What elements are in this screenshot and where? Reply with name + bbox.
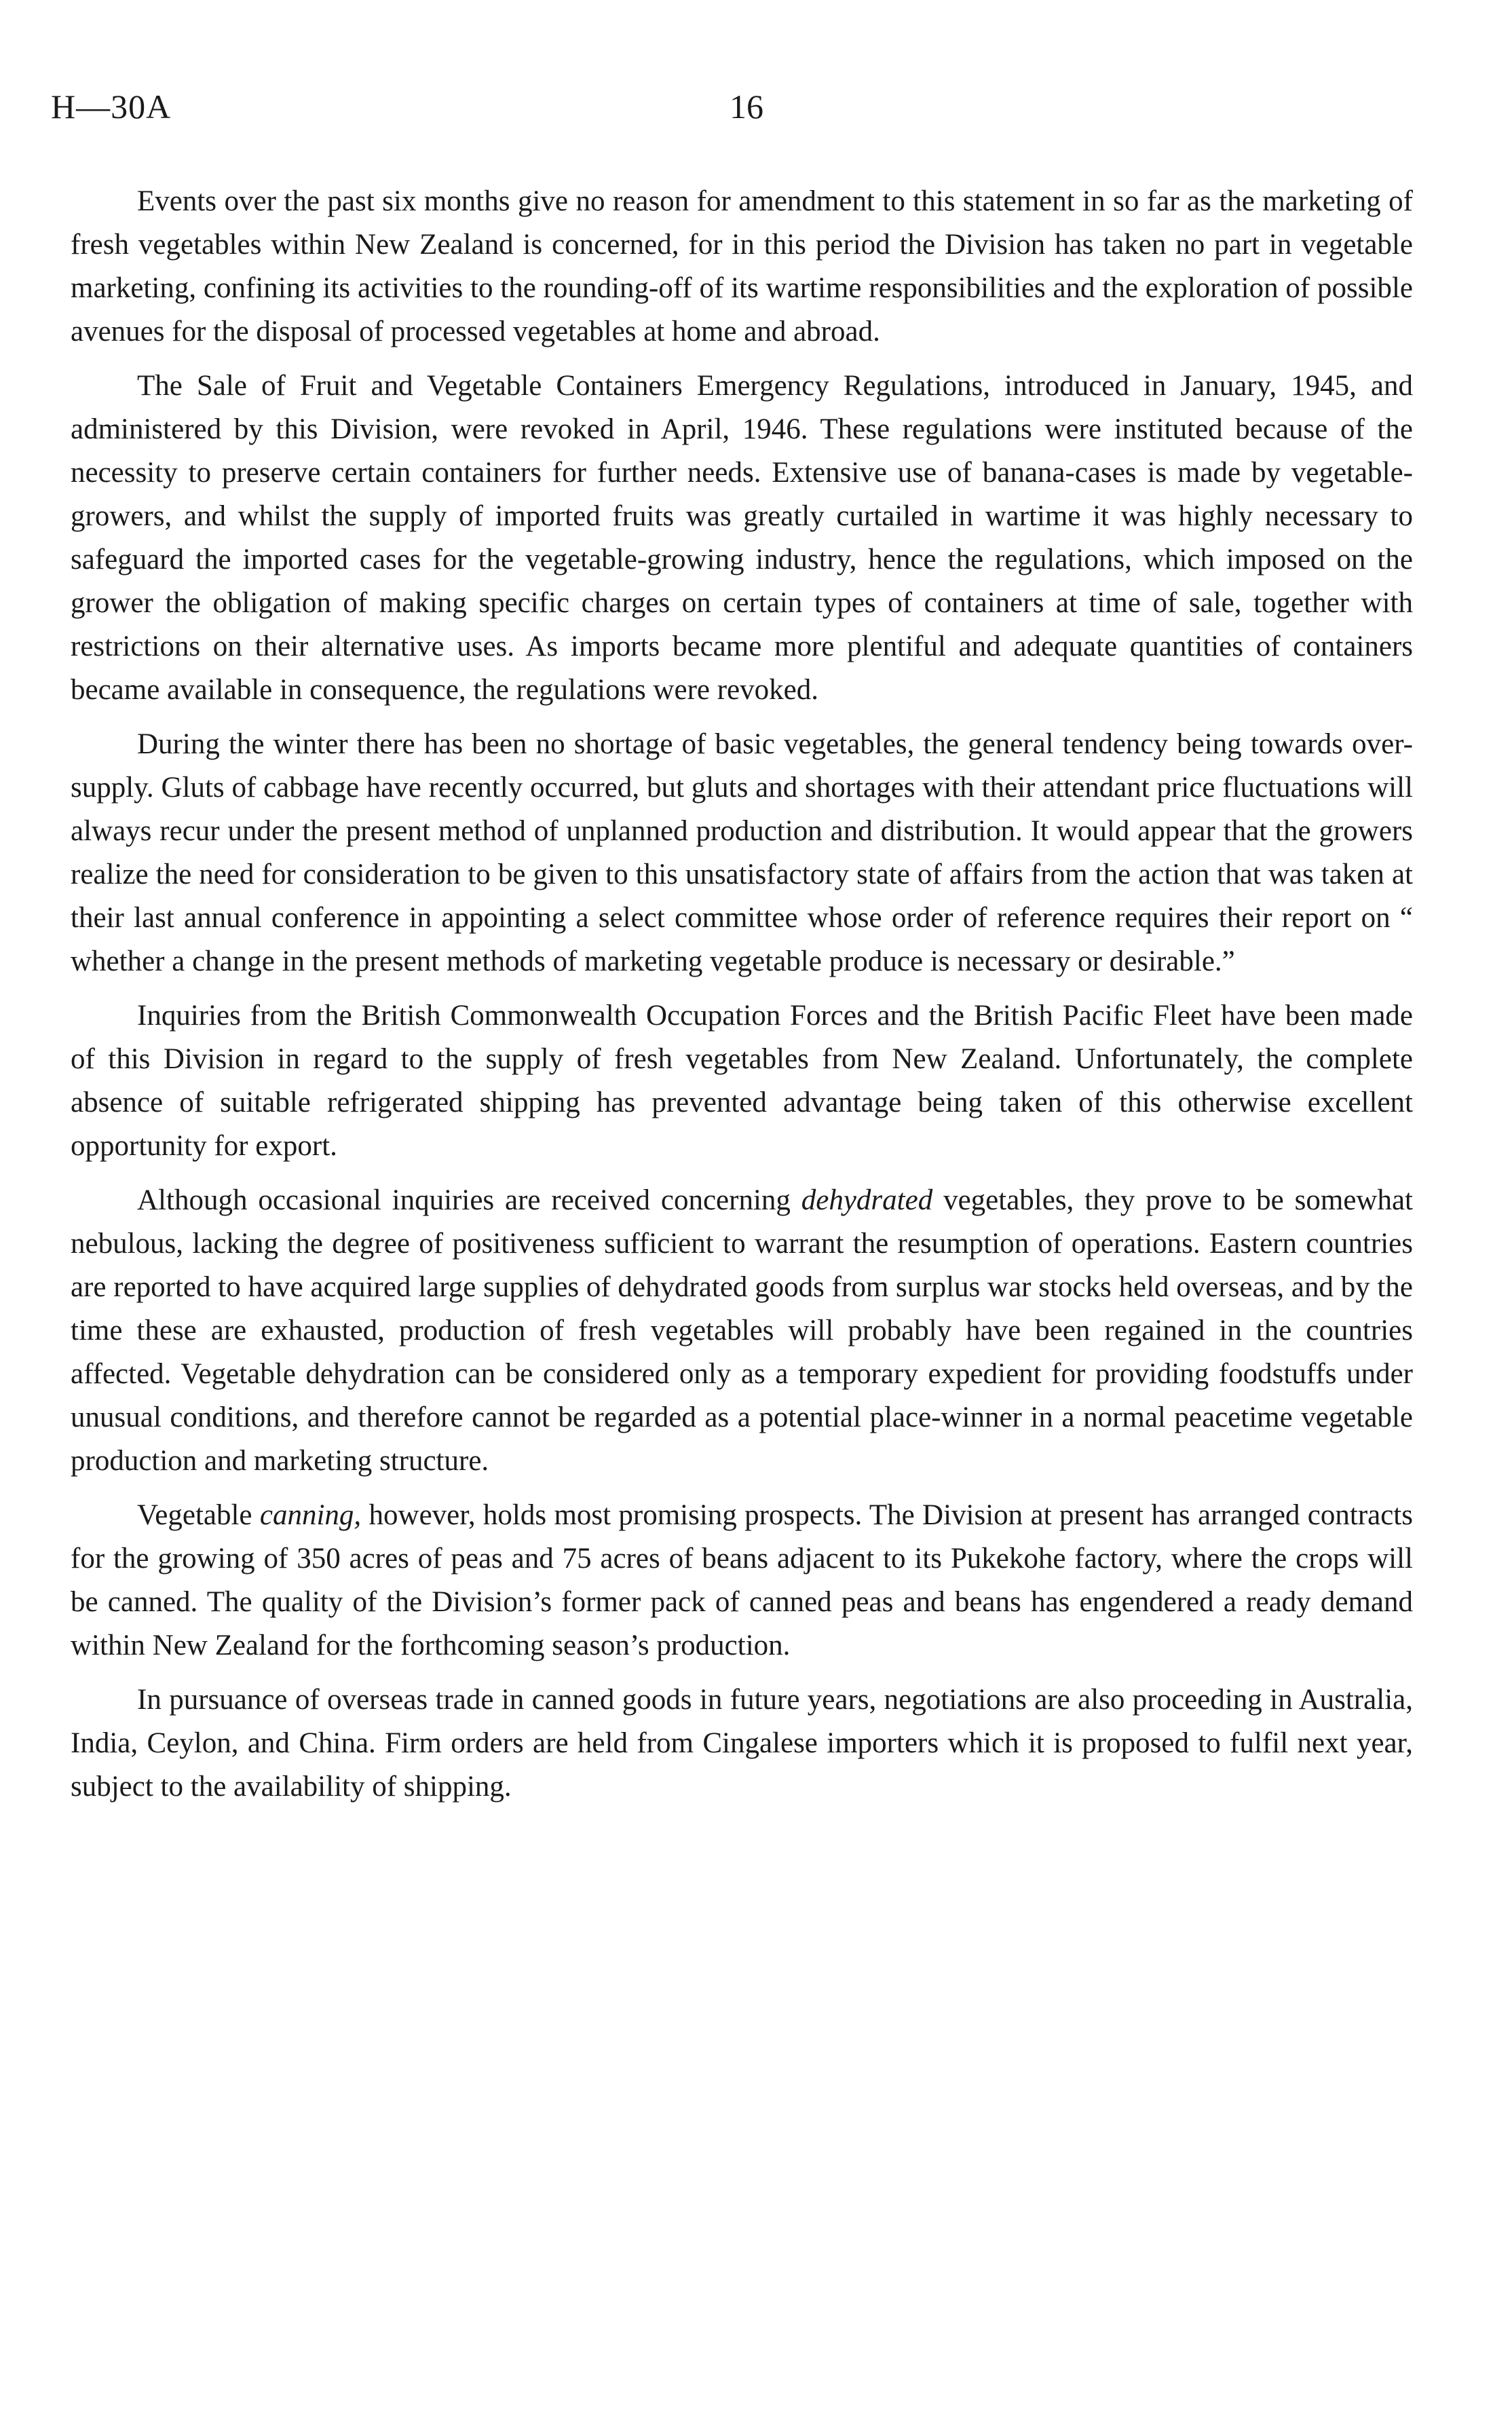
- body-text: [71, 180, 1413, 1820]
- paragraph-winter-supply: During the winter there has been no shortage of basic vegetables, the general tendency being towards over-supply. Gluts of cabbage have recently occurred, but gluts and shortages with their attendant price fluctuations will always recur under the present method of unplanned production and distribution. It would appear that the growers realize the need for consideration to be given to this unsatisfactory state of affairs from the action that was taken at their last annual conference in appointing a select committee whose order of reference requires their report on “ whether a change in the present methods of marketing vegetable produce is necessary or desirable.”: [71, 728, 1413, 977]
- paragraph-dehydrated: [71, 1179, 1413, 1483]
- emphasis-canning: canning,: [259, 1499, 362, 1531]
- paragraph-dehydrated-end: vegetables, they prove to be somewhat nebulous, lacking the degree of positiveness sufficient to warrant the resumption of operations. Eastern countries are reported to have acquired large supplies of dehydrated goods from surplus war stocks held overseas, and by the time these are exhausted, production of fresh vegetables will probably have been regained in the countries affected. Vegetable dehydration can be considered only as a temporary expedient for providing foodstuffs under unusual conditions, and therefore cannot be regarded as a potential place-winner in a normal peacetime vegetable production and marketing structure.: [71, 1184, 1413, 1477]
- paragraph-events: Events over the past six months give no reason for amendment to this statement in so far as the marketing of fresh vegetables within New Zealand is concerned, for in this period the Division has taken no part in vegetable marketing, confining its activities to the rounding-off of its wartime responsibilities and the exploration of possible avenues for the disposal of processed vegetables at home and abroad.: [71, 185, 1413, 347]
- paragraph-canning-start: Vegetable: [137, 1499, 260, 1531]
- page-header: [51, 87, 1408, 134]
- paragraph-canning: [71, 1494, 1413, 1668]
- paragraph-dehydrated-start: Although occasional inquiries are received concerning: [137, 1184, 801, 1216]
- paragraph-containers-regulations: The Sale of Fruit and Vegetable Containers Emergency Regulations, introduced in January, 1945, and administered by this Division, were revoked in April, 1946. These regulations were instituted because of the necessity to preserve certain containers for further needs. Extensive use of banana-cases is made by vegetable-growers, and whilst the supply of imported fruits was greatly curtailed in wartime it was highly necessary to safeguard the imported cases for the vegetable-growing industry, hence the regulations, which imposed on the grower the obligation of making specific charges on certain types of containers at time of sale, together with restrictions on their alternative uses. As imports became more plentiful and adequate quantities of containers became available in consequence, the regulations were revoked.: [71, 370, 1413, 706]
- paragraph-inquiries: Inquiries from the British Commonwealth Occupation Forces and the British Pacific Fleet have been made of this Division in regard to the supply of fresh vegetables from New Zealand. Unfortunately, the complete absence of suitable refrigerated shipping has prevented advantage being taken of this otherwise excellent opportunity for export.: [71, 1000, 1413, 1162]
- emphasis-dehydrated: dehydrated: [801, 1184, 933, 1216]
- page-number: 16: [730, 88, 763, 126]
- paragraph-canning-end: however, holds most promising prospects. The Division at present has arranged contracts for the growing of 350 acres of peas and 75 acres of beans adjacent to its Pukekohe factory, where the crops will be canned. The quality of the Division’s former pack of canned peas and beans has engendered a ready demand within New Zealand for the forthcoming season’s production.: [71, 1499, 1413, 1661]
- paragraph-overseas-trade: In pursuance of overseas trade in canned goods in future years, negotiations are also proceeding in Australia, India, Ceylon, and China. Firm orders are held from Cingalese importers which it is proposed to fulfil next year, subject to the availability of shipping.: [71, 1684, 1413, 1803]
- document-code: H—30A: [51, 88, 172, 126]
